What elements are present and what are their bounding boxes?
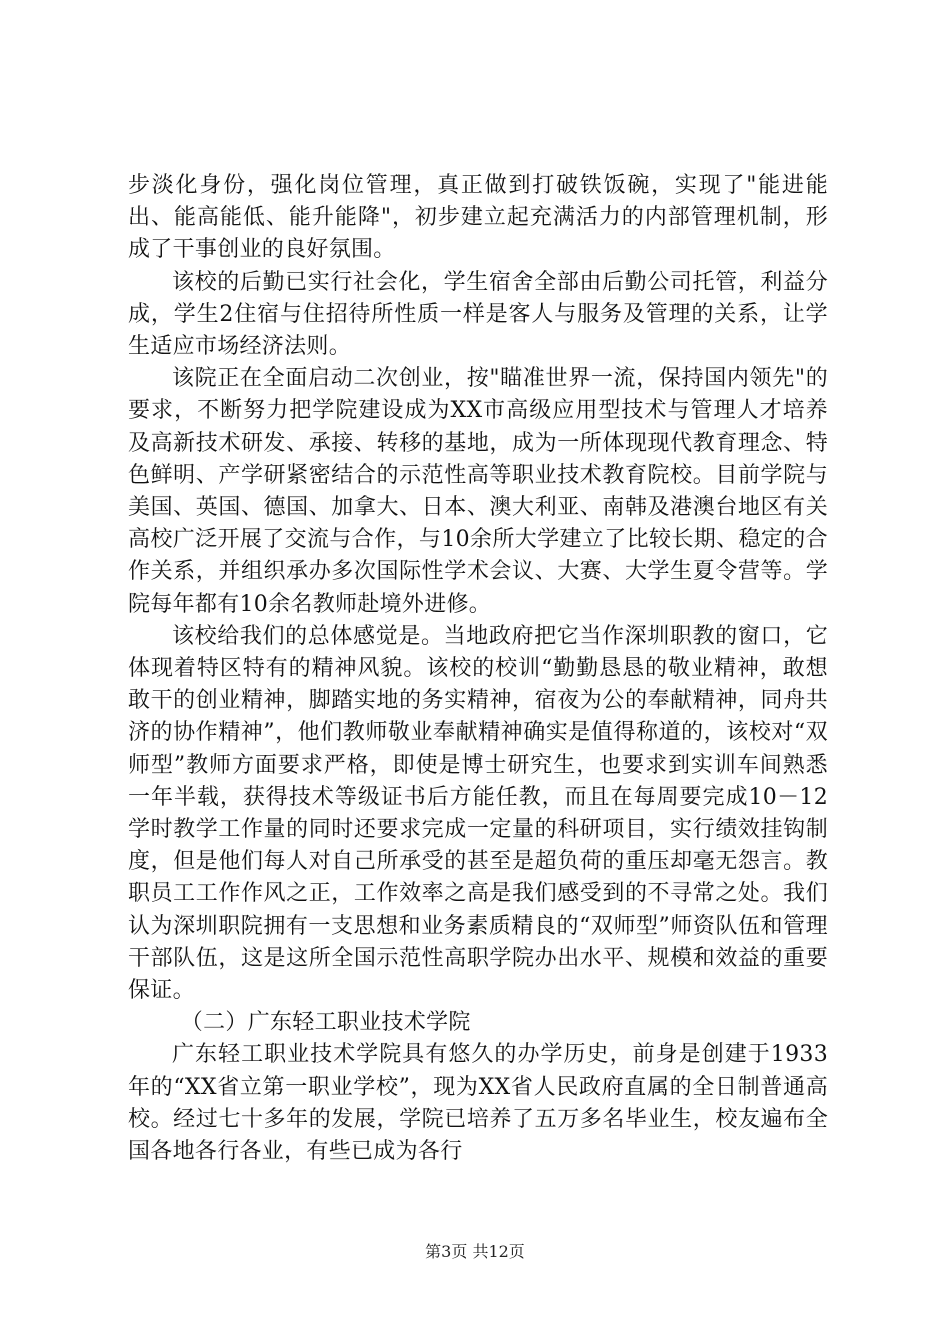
paragraph-guangdong-light-industry: 广东轻工职业技术学院具有悠久的办学历史，前身是创建于1933年的“XX省立第一职业学校”，现为XX省人民政府直属的全日制普通高校。经过七十多年的发展，学院已培养了五万多名毕业生，校友遍布全国各地各行各业，有些已成为各行 xyxy=(128,1042,828,1165)
paragraph-logistics: 该校的后勤已实行社会化，学生宿舍全部由后勤公司托管，利益分成，学生2住宿与住招待所性质一样是客人与服务及管理的关系，让学生适应市场经济法则。 xyxy=(128,269,828,360)
paragraph-second-venture: 该院正在全面启动二次创业，按"瞄准世界一流，保持国内领先"的要求，不断努力把学院建设成为XX市高级应用型技术与管理人才培养及高新技术研发、承接、转移的基地，成为一所体现现代教育理念、特色鲜明、产学研紧密结合的示范性高等职业技术教育院校。目前学院与美国、英国、德国、加拿大、日本、澳大利亚、南韩及港澳台地区有关高校广泛开展了交流与合作，与10余所大学建立了比较长期、稳定的合作关系，并组织承办多次国际性学术会议、大赛、大学生夏令营等。学院每年都有10余名教师赴境外进修。 xyxy=(128,366,828,617)
document-body xyxy=(128,170,828,1168)
paragraph-overall-impression: 该校给我们的总体感觉是。当地政府把它当作深圳职教的窗口，它体现着特区特有的精神风貌。该校的校训“勤勤恳恳的敬业精神，敢想敢干的创业精神，脚踏实地的务实精神，宿夜为公的奉献精神，同舟共济的协作精神”，他们教师敬业奉献精神确实是值得称道的，该校对“双师型”教师方面要求严格，即使是博士研究生，也要求到实训车间熟悉一年半载，获得技术等级证书后方能任教，而且在每周要完成10－12学时教学工作量的同时还要求完成一定量的科研项目，实行绩效挂钩制度，但是他们每人对自己所承受的甚至是超负荷的重压却毫无怨言。教职员工工作作风之正，工作效率之高是我们感受到的不寻常之处。我们认为深圳职院拥有一支思想和业务素质精良的“双师型”师资队伍和管理干部队伍，这是这所全国示范性高职学院办出水平、规模和效益的重要保证。 xyxy=(128,623,828,1004)
page-footer xyxy=(0,1242,950,1262)
page-number: 第3页 共12页 xyxy=(425,1242,525,1261)
paragraph-continuation: 步淡化身份，强化岗位管理，真正做到打破铁饭碗，实现了"能进能出、能高能低、能升能降"，初步建立起充满活力的内部管理机制，形成了干事创业的良好氛围。 xyxy=(128,173,828,263)
section-heading: （二）广东轻工职业技术学院 xyxy=(180,1010,471,1036)
